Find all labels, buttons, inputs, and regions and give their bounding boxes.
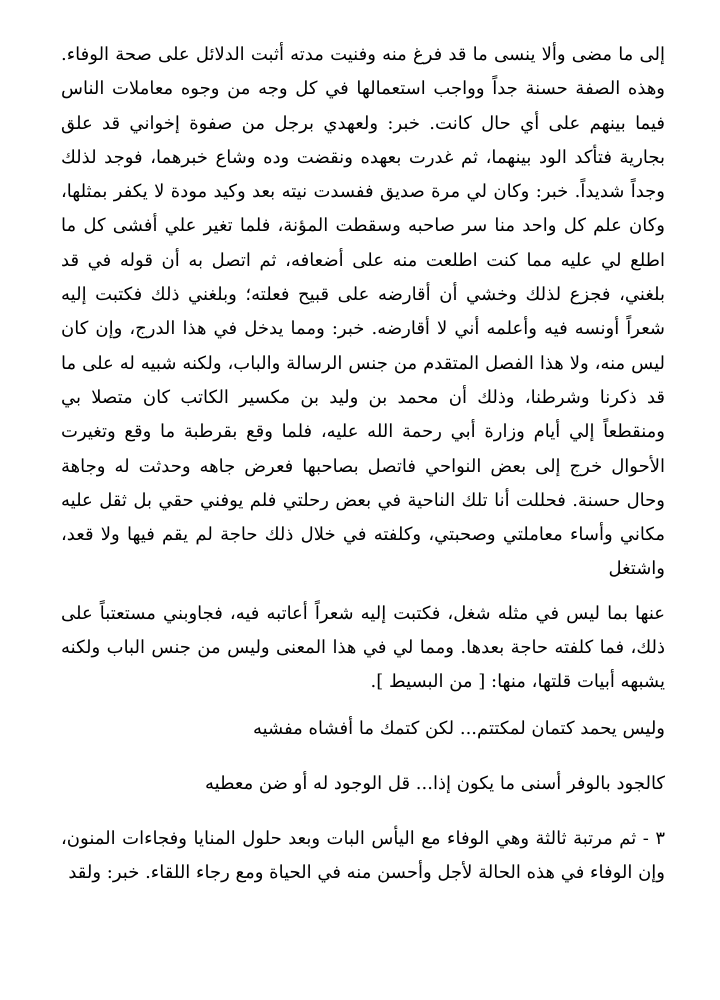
paragraph: ٣ - ثم مرتبة ثالثة وهي الوفاء مع اليأس البات وبعد حلول المنايا وفجاءات المنون، وإن الوفاء في هذه الحالة لأجل وأحسن منه في الحياة ومع رجاء اللقاء. خبر: ولقد — [61, 827, 665, 883]
paragraph: عنها بما ليس في مثله شغل، فكتبت إليه شعراً أعاتبه فيه، فجاوبني مستعتباً على ذلك، فما كلفته حاجة بعدها. ومما لي في هذا المعنى وليس من جنس الباب ولكنه يشبهه أبيات قلتها، منها: [ من البسيط ]. — [61, 602, 665, 693]
paragraph: إلى ما مضى وألا ينسى ما قد فرغ منه وفنيت مدته أثبت الدلائل على صحة الوفاء. وهذه الصفة حسنة جداً وواجب استعمالها في كل وجه من وجوه معاملات الناس فيما بينهم على أي حال كانت. خبر: ولعهدي برجل من صفوة إخواني قد علق بجارية فتأكد الود بينهما، ثم غدرت بعهده ونقضت وده وشاع خبرهما، فوجد لذلك وجداً شديداً. خبر: وكان لي مرة صديق ففسدت نيته بعد وكيد مودة لا يكفر بمثلها، وكان علم كل واحد منا سر صاحبه وسقطت المؤنة، فلما تغير علي أفشى كل ما اطلع لي عليه مما كنت اطلعت منه على أضعافه، ثم اتصل به أن قوله في قد بلغني، فجزع لذلك وخشي أن أقارضه على قبيح فعلته؛ وبلغني ذلك فكتبت إليه شعراً أونسه فيه وأعلمه أني لا أقارضه. خبر: ومما يدخل في هذا الدرج، وإن كان ليس منه، ولا هذا الفصل المتقدم من جنس الرسالة والباب، ولكنه شبيه له على ما قد ذكرنا وشرطنا، وذلك أن محمد بن وليد بن مكسير الكاتب كان متصلا بي ومنقطعاً إلي أيام وزارة أبي رحمة الله عليه، فلما وقع بقرطبة ما وقع وتغيرت الأحوال خرج إلى بعض النواحي فاتصل بصاحبها فعرض جاهه وحدثت له وجاهة وحال حسنة. فحللت أنا تلك الناحية في بعض رحلتي فلم يوفني حقي بل ثقل عليه مكاني وأساء معاملتي وصحبتي، وكلفته في خلال ذلك حاجة لم يقم فيها ولا قعد، واشتغل — [61, 44, 666, 580]
document-page — [61, 38, 665, 890]
poem-verse: وليس يحمد كتمان لمكتتم... لكن كتمك ما أفشاه مفشيه — [252, 717, 665, 739]
poem-verse: كالجود بالوفر أسنى ما يكون إذا... قل الوجود له أو ضن معطيه — [205, 772, 665, 794]
